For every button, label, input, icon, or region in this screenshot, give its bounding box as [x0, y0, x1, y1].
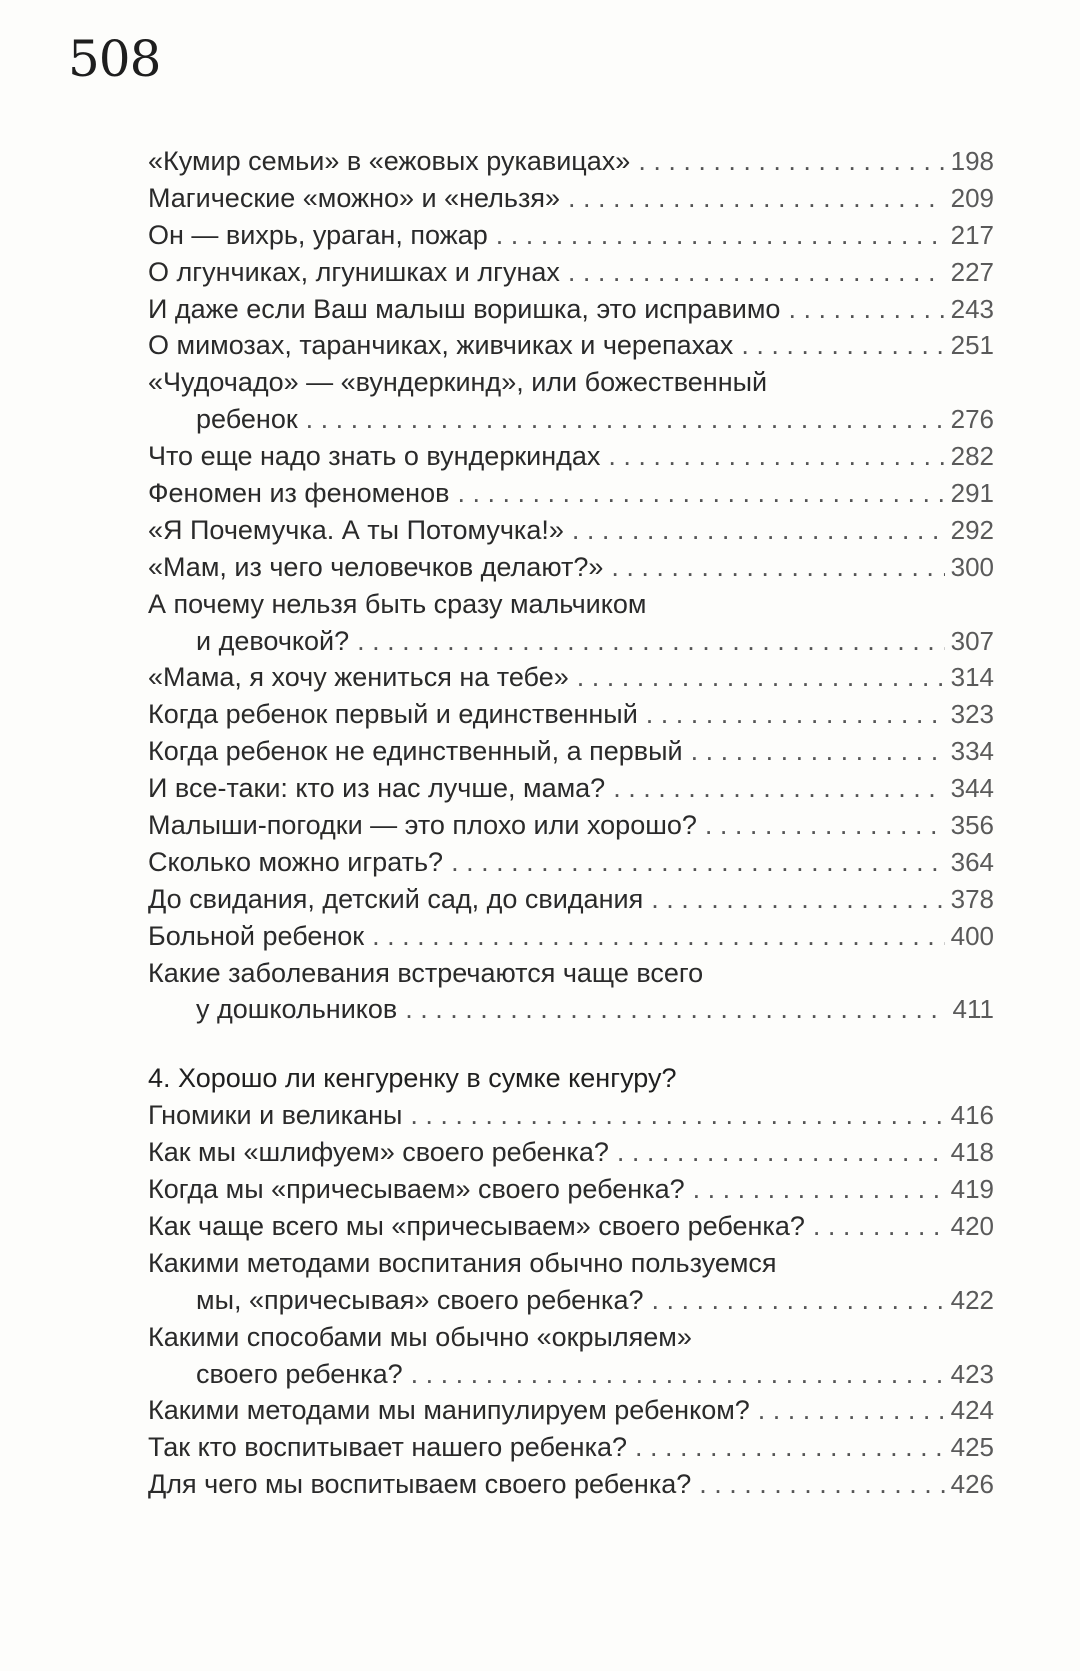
- toc-entry: [148, 438, 994, 475]
- toc-entry-title: Сколько можно играть?: [148, 846, 444, 877]
- toc-entry-title: Какими методами воспитания обычно пользуемся: [148, 1247, 777, 1278]
- toc-entry-page: 334: [950, 736, 994, 767]
- dot-leader: [410, 1097, 944, 1134]
- toc-entry-page: 411: [952, 994, 994, 1025]
- toc-entry-continuation: [148, 991, 994, 1028]
- toc-entry-title: Как мы «шлифуем» своего ребенка?: [148, 1137, 609, 1168]
- toc-entry: [148, 549, 994, 586]
- toc-entry: [148, 1466, 994, 1503]
- toc-entry-title: Что еще надо знать о вундеркиндах: [148, 441, 601, 472]
- dot-leader: [411, 1356, 945, 1393]
- toc-entry-page: 307: [950, 625, 994, 656]
- toc-entry-continuation: [148, 401, 994, 438]
- section-heading: 4. Хорошо ли кенгуренку в сумке кенгуру?: [148, 1063, 677, 1094]
- toc-entry-page: 344: [950, 773, 994, 804]
- toc-entry-page: 209: [950, 182, 994, 213]
- toc-entry: [148, 1319, 994, 1356]
- toc-entry-title: А почему нельзя быть сразу мальчиком: [148, 588, 647, 619]
- toc-entry: [148, 180, 994, 217]
- toc-entry-page: 291: [950, 478, 994, 509]
- toc-entry-title: О лгунчиках, лгунишках и лгунах: [148, 256, 560, 287]
- dot-leader: [306, 401, 945, 438]
- toc-entry: [148, 1245, 994, 1282]
- toc-entry-title: Когда ребенок не единственный, а первый: [148, 736, 683, 767]
- toc-entry-title: мы, «причесывая» своего ребенка?: [196, 1284, 644, 1315]
- toc-entry-title: До свидания, детский сад, до свидания: [148, 883, 644, 914]
- toc-entry-title: «Я Почемучка. А ты Потомучка!»: [148, 514, 564, 545]
- toc-entry: [148, 254, 994, 291]
- toc-entry: [148, 1392, 994, 1429]
- dot-leader: [741, 327, 944, 364]
- toc-entry-page: 422: [950, 1284, 994, 1315]
- dot-leader: [496, 217, 945, 254]
- toc-entry-title: И все-таки: кто из нас лучше, мама?: [148, 773, 606, 804]
- dot-leader: [635, 1429, 945, 1466]
- toc-entry-page: 426: [950, 1469, 994, 1500]
- toc-entry: [148, 881, 994, 918]
- toc-entry-page: 418: [950, 1137, 994, 1168]
- toc-entry-title: Феномен из феноменов: [148, 478, 450, 509]
- table-of-contents: [148, 143, 994, 1503]
- toc-entry-page: 416: [950, 1100, 994, 1131]
- dot-leader: [788, 291, 944, 328]
- toc-entry-title: Гномики и великаны: [148, 1100, 403, 1131]
- toc-entry: [148, 918, 994, 955]
- toc-entry-page: 314: [950, 662, 994, 693]
- toc-entry-page: 217: [950, 219, 994, 250]
- toc-entry-title: Он — вихрь, ураган, пожар: [148, 219, 488, 250]
- toc-entry-title: Как чаще всего мы «причесываем» своего ребенка?: [148, 1210, 805, 1241]
- dot-leader: [568, 180, 945, 217]
- toc-entry: [148, 586, 994, 623]
- toc-entry-page: 425: [950, 1432, 994, 1463]
- toc-entry-page: 378: [950, 883, 994, 914]
- toc-entry-page: 400: [950, 920, 994, 951]
- dot-leader: [813, 1208, 945, 1245]
- toc-entry: [148, 1134, 994, 1171]
- dot-leader: [572, 512, 945, 549]
- toc-entry-title: Больной ребенок: [148, 920, 365, 951]
- toc-entry-title: своего ребенка?: [196, 1358, 403, 1389]
- dot-leader: [613, 770, 944, 807]
- dot-leader: [693, 1171, 945, 1208]
- toc-entry: [148, 1097, 994, 1134]
- toc-entry: [148, 696, 994, 733]
- toc-entry-page: 420: [950, 1210, 994, 1241]
- toc-entry-title: у дошкольников: [196, 994, 398, 1025]
- toc-entry-title: Когда мы «причесываем» своего ребенка?: [148, 1174, 685, 1205]
- toc-entry-continuation: [148, 1356, 994, 1393]
- toc-entry-title: и девочкой?: [196, 625, 350, 656]
- dot-leader: [617, 1134, 945, 1171]
- toc-entry-page: 419: [950, 1174, 994, 1205]
- toc-entry-title: «Мам, из чего человечков делают?»: [148, 551, 604, 582]
- toc-entry: [148, 807, 994, 844]
- toc-entry-page: 276: [950, 404, 994, 435]
- toc-entry-title: Какими способами мы обычно «окрыляем»: [148, 1321, 692, 1352]
- toc-entry-page: 323: [950, 699, 994, 730]
- toc-entry-page: 198: [950, 146, 994, 176]
- dot-leader: [357, 623, 944, 660]
- dot-leader: [691, 733, 945, 770]
- toc-entry: [148, 475, 994, 512]
- dot-leader: [451, 844, 945, 881]
- toc-entry: [148, 512, 994, 549]
- toc-entry-page: 227: [950, 256, 994, 287]
- dot-leader: [405, 991, 946, 1028]
- toc-entry: [148, 1171, 994, 1208]
- dot-leader: [608, 438, 944, 475]
- toc-entry-title: ребенок: [196, 404, 298, 435]
- toc-entry-title: Так кто воспитывает нашего ребенка?: [148, 1432, 628, 1463]
- toc-entry-title: Для чего мы воспитываем своего ребенка?: [148, 1469, 692, 1500]
- toc-entry-title: И даже если Ваш малыш воришка, это исправимо: [148, 293, 781, 324]
- toc-entry-title: «Кумир семьи» в «ежовых рукавицах»: [148, 146, 631, 176]
- dot-leader: [611, 549, 944, 586]
- dot-leader: [638, 143, 944, 180]
- toc-entry-page: 423: [950, 1358, 994, 1389]
- toc-entry-continuation: [148, 1282, 994, 1319]
- toc-entry-page: 292: [950, 514, 994, 545]
- toc-entry-title: «Мама, я хочу жениться на тебе»: [148, 662, 569, 693]
- toc-entry: [148, 770, 994, 807]
- toc-entry-page: 251: [950, 330, 994, 361]
- toc-entry: [148, 844, 994, 881]
- toc-entry: [148, 955, 994, 992]
- toc-entry-title: Малыши-погодки — это плохо или хорошо?: [148, 810, 697, 841]
- toc-entry-page: 356: [950, 810, 994, 841]
- toc-entry-title: Когда ребенок первый и единственный: [148, 699, 638, 730]
- toc-entry-page: 243: [950, 293, 994, 324]
- dot-leader: [577, 659, 945, 696]
- toc-entry-title: Какие заболевания встречаются чаще всего: [148, 957, 704, 988]
- toc-entry: [148, 733, 994, 770]
- page-number: 508: [68, 30, 161, 88]
- toc-entry: [148, 1429, 994, 1466]
- dot-leader: [699, 1466, 944, 1503]
- toc-entry-title: О мимозах, таранчиках, живчиках и черепахах: [148, 330, 734, 361]
- toc-entry: [148, 1208, 994, 1245]
- dot-leader: [372, 918, 944, 955]
- toc-entry-page: 282: [950, 441, 994, 472]
- toc-entry-page: 424: [950, 1395, 994, 1426]
- toc-entry: [148, 291, 994, 328]
- toc-entry: [148, 659, 994, 696]
- toc-entry-page: 300: [950, 551, 994, 582]
- toc-entry: [148, 217, 994, 254]
- toc-entry-title: «Чудочадо» — «вундеркинд», или божественный: [148, 367, 768, 398]
- dot-leader: [457, 475, 944, 512]
- toc-entry-title: Магические «можно» и «нельзя»: [148, 182, 561, 213]
- toc-entry-title: Какими методами мы манипулируем ребенком?: [148, 1395, 750, 1426]
- dot-leader: [568, 254, 945, 291]
- dot-leader: [705, 807, 945, 844]
- toc-entry: [148, 143, 994, 180]
- dot-leader: [652, 1282, 945, 1319]
- toc-entry: [148, 364, 994, 401]
- dot-leader: [646, 696, 945, 733]
- toc-entry: [148, 327, 994, 364]
- toc-entry-continuation: [148, 623, 994, 660]
- dot-leader: [758, 1392, 945, 1429]
- dot-leader: [651, 881, 944, 918]
- toc-entry-page: 364: [950, 846, 994, 877]
